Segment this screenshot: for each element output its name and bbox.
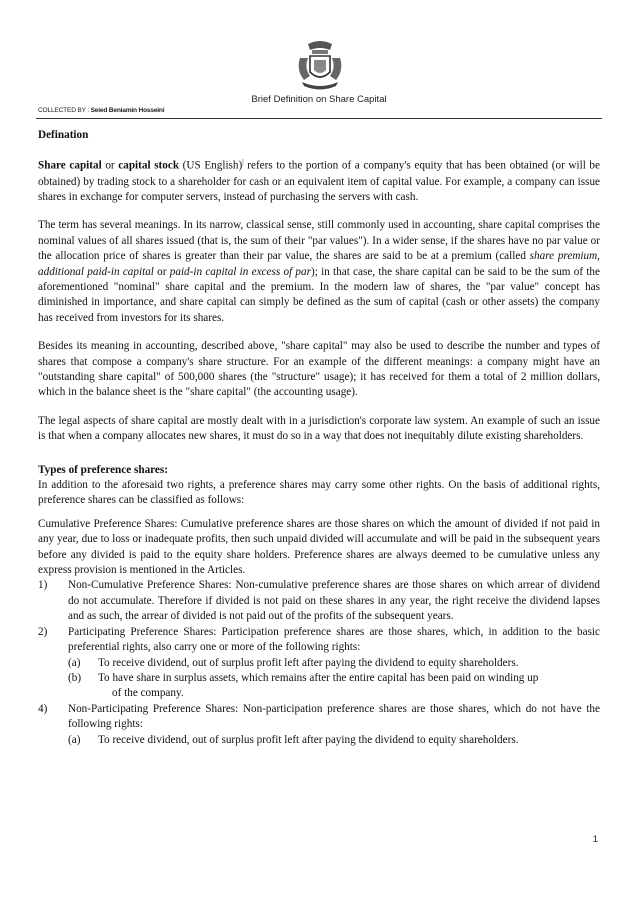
paragraph-legal-aspects: The legal aspects of share capital are mostly dealt with in a jurisdiction's corporate law system. An example of such an issue is that when a company allocates new shares, it must do so in a way that does not inequitably dilute existing shareholders. xyxy=(38,414,600,443)
paragraph-term-meanings: The term has several meanings. In its narrow, classical sense, still commonly used in accounting, share capital comprises the nominal values of all shares issued (that is, the sum of their "par values"). In a wider sense, if the shares have no par value or the allocation price of shares is greater than their par value, the shares are said to be at a premium (called share premium, additional paid-in capital or paid-in capital in excess of par); in that case, the share capital can be said to be the sum of the aforementioned "nominal" share capital and the premium. In the modern law of shares, the "par value" concept has diminished in importance, and share capital can simply be defined as the sum of capital (cash or other assets) the company has received from investors for its shares. xyxy=(38,219,600,324)
term-share-capital: Share capital xyxy=(38,160,102,173)
footnote-marker: | xyxy=(242,158,244,167)
term-capital-stock: capital stock xyxy=(118,160,180,173)
paragraph-share-capital: Share capital or capital stock (US English)| refers to the portion of a company's equity that has been obtained (or will be obtained) by trading stock to a shareholder for cash or an equivalent item of capital value. For example, a company can issue shares in exchange for computer servers, instead of purchasing the servers with cash. xyxy=(38,158,600,203)
term-share-premium: share premium, additional paid-in capital xyxy=(38,250,600,278)
sub-list-item-continuation: of the company. xyxy=(112,687,184,700)
list-item: 4) Non-Participating Preference Shares: Non-participation preference shares are those shares, which do not have the following rights: xyxy=(38,702,600,731)
page-number: 1 xyxy=(592,834,598,845)
section-heading-defination: Defination xyxy=(38,129,89,141)
sub-list-item: (a) To receive dividend, out of surplus profit left after paying the dividend to equity shareholders. xyxy=(68,656,519,669)
collected-by-line xyxy=(38,107,164,114)
sub-list-item: (b) To have share in surplus assets, which remains after the entire capital has been paid on winding up xyxy=(68,671,539,684)
document-body xyxy=(38,128,600,748)
section-heading-preference-types: Types of preference shares: xyxy=(38,463,168,476)
collected-by-label: COLLECTED BY : xyxy=(38,107,91,114)
paragraph-cumulative: Cumulative Preference Shares: Cumulative preference shares are those shares on which the amount of divided if not paid in any year, due to loss or inadequate profits, then such unpaid divided will accumulate and will be paid in the subsequent years before any divided is paid to the equity share holders. Preference shares are always deemed to be cumulative unless any express provision is mentioned in the Articles. xyxy=(38,517,600,577)
paragraph-preference-intro: In addition to the aforesaid two rights, a preference shares may carry some other rights. On the basis of additional rights, preference shares can be classified as follows: xyxy=(38,479,600,507)
list-item: 1) Non-Cumulative Preference Shares: Non-cumulative preference shares are those shares on which arrear of dividend do not accumulate. Therefore if divided is not paid on these shares in any year, the right receive the dividend lapses and as such, the arrear of divided is not paid out of the profits of the subsequent years. xyxy=(38,579,600,623)
author-name: Seied Beniamin Hosseini xyxy=(90,107,165,114)
paragraph-share-structure: Besides its meaning in accounting, described above, "share capital" may also be used to describe the number and types of shares that compose a company's share structure. For an example of the different meanings: a company might have an "outstanding share capital" of 500,000 shares (the "structure" usage); it has received for them a total of 2 million dollars, which in the balance sheet is the "share capital" (the accounting usage). xyxy=(38,340,600,399)
list-item: 2) Participating Preference Shares: Participation preference shares are those shares, which, in addition to the basic preferential rights, also carry one or more of the following rights: xyxy=(38,625,600,654)
document-title: Brief Definition on Share Capital xyxy=(251,94,387,105)
sub-list-item: (a) To receive dividend, out of surplus profit left after paying the dividend to equity shareholders. xyxy=(68,733,519,746)
coat-of-arms-emblem-icon xyxy=(290,36,350,96)
header-divider xyxy=(36,118,602,119)
term-paid-in-excess: paid-in capital in excess of par xyxy=(169,265,311,278)
